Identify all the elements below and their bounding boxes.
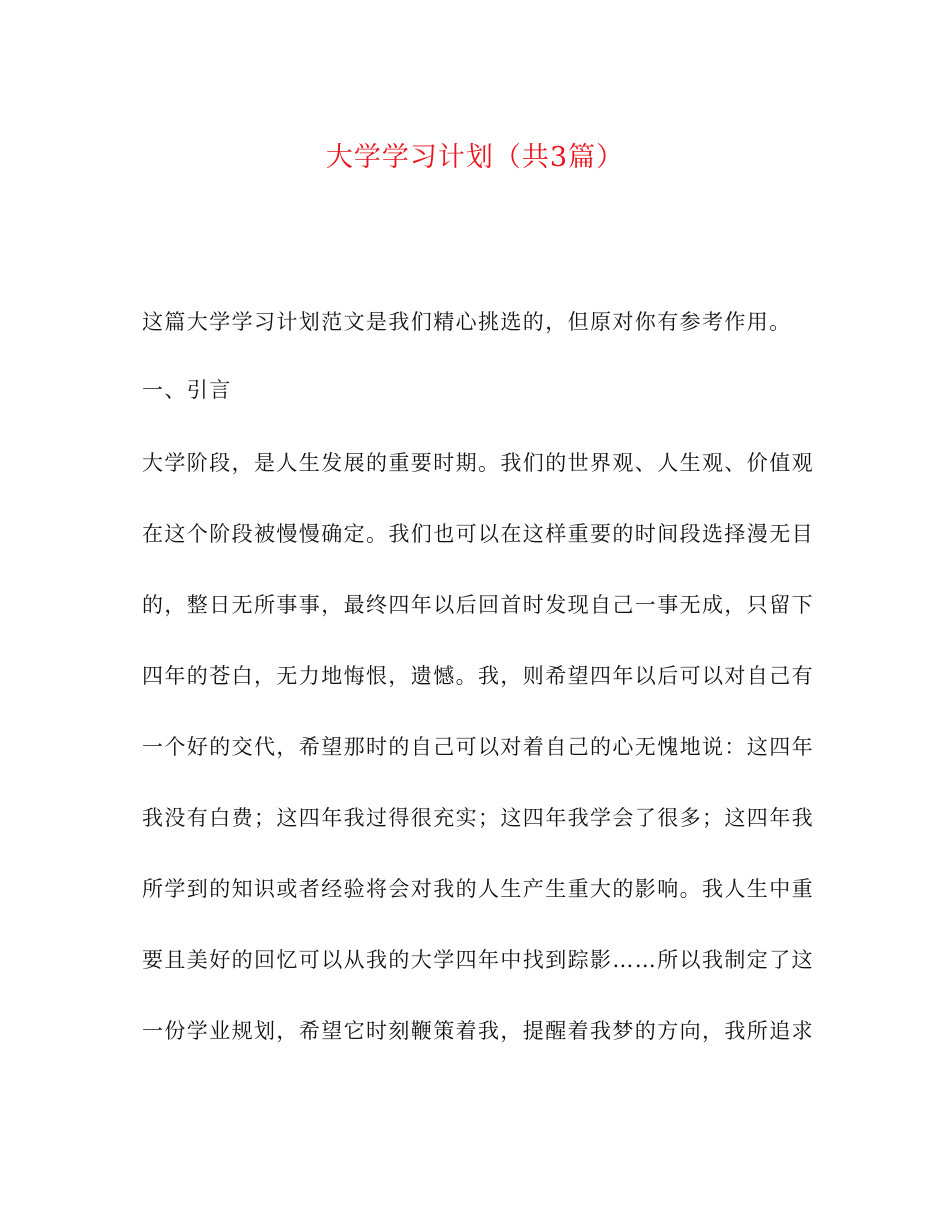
document-title: 大学学习计划（共3篇） — [325, 142, 625, 173]
paragraph-line: 大学阶段，是人生发展的重要时期。我们的世界观、人生观、价值观 — [142, 451, 814, 475]
paragraph-line: 在这个阶段被慢慢确定。我们也可以在这样重要的时间段选择漫无目 — [142, 522, 814, 546]
paragraph-line: 一份学业规划，希望它时刻鞭策着我，提醒着我梦的方向，我所追求 — [142, 1019, 814, 1043]
paragraph-line: 四年的苍白，无力地悔恨，遗憾。我，则希望四年以后可以对自己有 — [142, 664, 814, 688]
paragraph-line: 我没有白费；这四年我过得很充实；这四年我学会了很多；这四年我 — [142, 806, 814, 830]
paragraph-line: 所学到的知识或者经验将会对我的人生产生重大的影响。我人生中重 — [142, 877, 814, 901]
intro-text: 这篇大学学习计划范文是我们精心挑选的，但原对你有参考作用。 — [142, 310, 792, 334]
paragraph-line: 的，整日无所事事，最终四年以后回首时发现自己一事无成，只留下 — [142, 593, 814, 617]
paragraph-line: 一个好的交代，希望那时的自己可以对着自己的心无愧地说：这四年 — [142, 735, 814, 759]
paragraph-line: 要且美好的回忆可以从我的大学四年中找到踪影……所以我制定了这 — [142, 948, 814, 972]
section-heading: 一、引言 — [142, 378, 232, 402]
